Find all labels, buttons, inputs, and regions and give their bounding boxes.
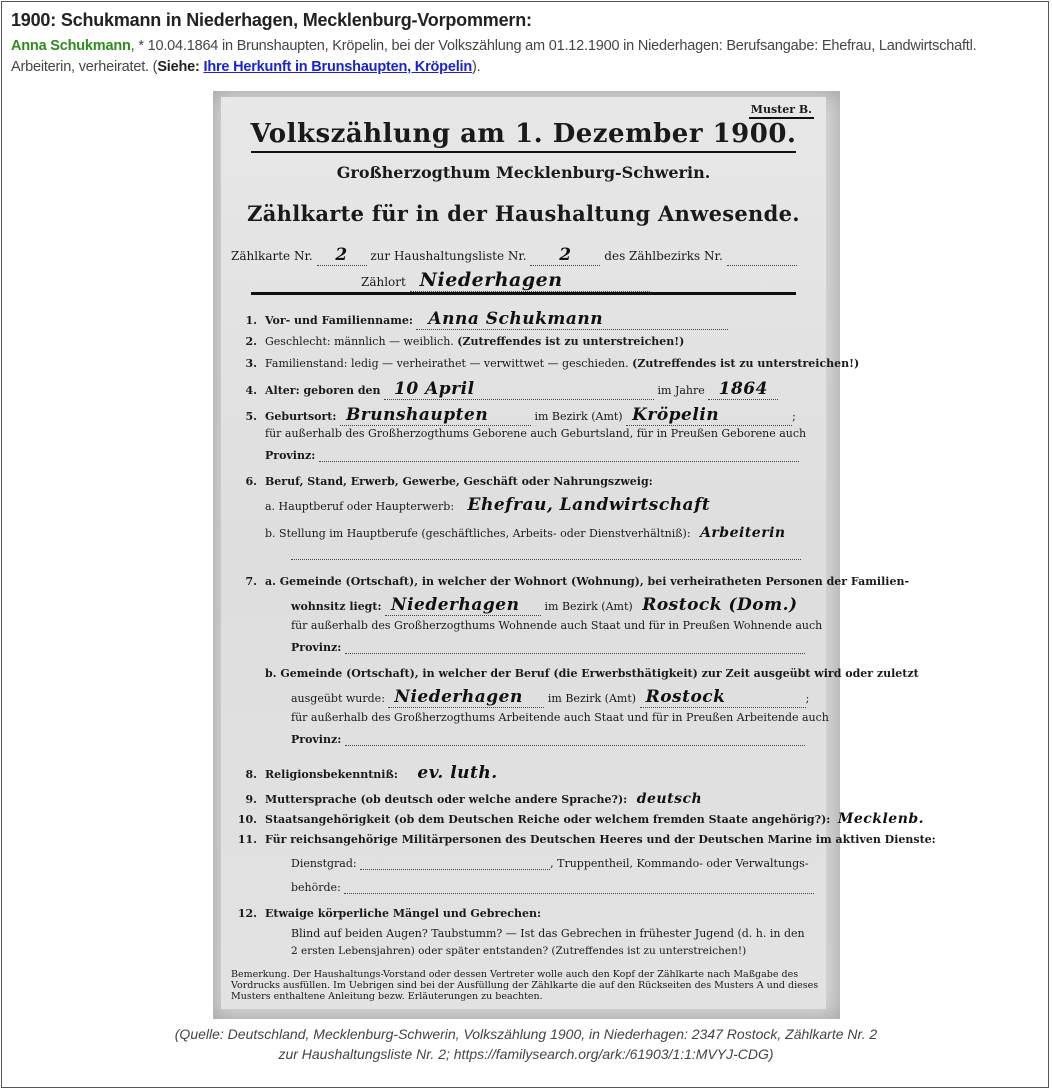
residence-amt-value: Rostock (Dom.) <box>642 595 798 615</box>
liste-value: 2 <box>530 245 600 266</box>
q11-behoerde: behörde: <box>291 881 814 894</box>
residence-value: Niederhagen <box>385 595 541 616</box>
q7a-line3: für außerhalb des Großherzogthums Wohnende auch Staat und für in Preußen Wohnende auch <box>291 619 823 632</box>
q7a-row2: wohnsitz liegt: Niederhagen im Bezirk (Amt) Rostock (Dom.) <box>291 595 812 616</box>
siehe-label: Siehe: <box>157 59 200 75</box>
q5-provinz: Provinz: <box>265 449 799 462</box>
bemerkung-note: Bemerkung. Der Haushaltungs-Vorstand oder dessen Vertreter wolle auch den Kopf der Zählkarte nach Maßgabe des Vordrucks ausfüllen. Im Uebrigen sind bei der Ausfüllung der Zählkarte die auf den Rückseiten des Musters A und dieses Musters enthaltene Anleitung bezw. Erläuterungen zu beachten. <box>231 969 819 1002</box>
religion-value: ev. luth. <box>417 763 498 783</box>
person-name: Anna Schukmann <box>11 38 131 54</box>
intro-paragraph <box>11 36 1041 78</box>
census-card <box>221 97 936 1009</box>
q4-row: 4. Alter: geboren den 10 April im Jahre 1864 <box>231 379 778 400</box>
language-value: deutsch <box>636 791 703 807</box>
q6-row: 6. Beruf, Stand, Erwerb, Gewerbe, Geschäft oder Nahrungszweig: <box>245 475 653 488</box>
q11-row: 11. Für reichsangehörige Militärpersonen des Deutschen Heeres und der Deutschen Marine im aktiven Dienste: <box>237 833 936 846</box>
birthplace-value: Brunshaupten <box>340 405 531 426</box>
q12-line3: 2 ersten Lebensjahren) oder später entstanden? (Zutreffendes ist zu unterstreichen!) <box>291 945 747 957</box>
birth-amt-value: Kröpelin <box>626 405 792 426</box>
divider <box>251 292 796 295</box>
intro-end: ). <box>472 59 481 75</box>
q5-line2: für außerhalb des Großherzogthums Geborene auch Geburtsland, für in Preußen Geborene auch <box>265 427 807 440</box>
q7b-line3: für außerhalb des Großherzogthums Arbeitende auch Staat und für in Preußen Arbeitende auch <box>291 711 829 724</box>
header-row: Zählkarte Nr. 2 zur Haushaltungsliste Nr. 2 des Zählbezirks Nr. <box>231 245 797 266</box>
card-heading: Volkszählung am 1. Dezember 1900. <box>221 119 826 149</box>
census-card-scan <box>213 91 936 1019</box>
q10-row: 10. Staatsangehörigkeit (ob dem Deutschen Reiche oder welchem fremden Staate angehörig?): Mecklenb. <box>231 811 938 827</box>
q9-row: 9. Muttersprache (ob deutsch oder welche andere Sprache?): deutsch <box>231 791 777 807</box>
work-amt-value: Rostock <box>640 687 806 708</box>
q3-row: 3. Familienstand: ledig — verheirathet — verwittwet — geschieden. (Zutreffendes ist zu unterstreichen!) <box>245 357 860 370</box>
q6-dots <box>291 547 801 560</box>
page-title: 1900: Schukmann in Niederhagen, Mecklenburg-Vorpommern: <box>11 10 532 30</box>
q7a-row: 7. a. Gemeinde (Ortschaft), in welcher der Wohnort (Wohnung), bei verheiratheten Personen der Familien- <box>245 575 910 588</box>
q12-line2: Blind auf beiden Augen? Taubstumm? — Ist das Gebrechen in frühester Jugend (d. h. in den <box>291 927 805 940</box>
occupation-value: Ehefrau, Landwirtschaft <box>467 495 711 515</box>
q7b-provinz: Provinz: <box>291 733 805 746</box>
q11-dienstgrad: Dienstgrad: , Truppentheil, Kommando- oder Verwaltungs- <box>291 857 809 870</box>
q7b-row2: ausgeübt wurde: Niederhagen im Bezirk (Amt) Rostock ; <box>291 687 810 707</box>
q8-row: 8. Religionsbekenntniß: ev. luth. <box>231 763 617 783</box>
intro-text: , * 10.04.1864 in Brunshaupten, Kröpelin, bei der Volkszählung am 01.12.1900 in Niederhagen: Berufsangabe: Ehefrau, Landwirtschaftl. Arbeiterin, verheiratet. ( <box>11 38 977 75</box>
q2-row: 2. Geschlecht: männlich — weiblich. (Zutreffendes ist zu unterstreichen!) <box>245 335 685 348</box>
q6b-row: b. Stellung im Hauptberufe (geschäftliches, Arbeits- oder Dienstverhältniß): Arbeiterin <box>265 525 830 541</box>
q6a-row: a. Hauptberuf oder Haupterwerb: Ehefrau, Landwirtschaft <box>265 495 808 515</box>
zaehlkarte-value: 2 <box>317 245 367 266</box>
birth-date-value: 10 April <box>384 379 654 400</box>
q7b-row: b. Gemeinde (Ortschaft), in welcher der Beruf (die Erwerbsthätigkeit) zur Zeit ausgeübt wird oder zuletzt <box>265 667 919 680</box>
citizenship-value: Mecklenb. <box>837 811 925 827</box>
zaehlort-value: Niederhagen <box>410 269 650 292</box>
birth-year-value: 1864 <box>708 379 778 400</box>
q12-row: 12. Etwaige körperliche Mängel und Gebrechen: <box>237 907 542 920</box>
zaehlort-row: Zählort Niederhagen <box>361 269 650 292</box>
work-place-value: Niederhagen <box>388 687 544 708</box>
origin-link[interactable]: Ihre Herkunft in Brunshaupten, Kröpelin <box>203 59 473 75</box>
q5-row: 5. Geburtsort: Brunshaupten im Bezirk (Amt) Kröpelin ; <box>245 405 796 425</box>
card-subheading: Großherzogthum Mecklenburg-Schwerin. <box>336 163 711 182</box>
q7a-provinz: Provinz: <box>291 641 805 654</box>
name-value: Anna Schukmann <box>416 309 728 330</box>
card-title: Zählkarte für in der Haushaltung Anwesende. <box>247 201 800 226</box>
position-value: Arbeiterin <box>700 525 786 541</box>
muster-label: Muster B. <box>749 103 814 119</box>
q1-row: 1. Vor- und Familienname: Anna Schukmann <box>231 309 728 330</box>
source-caption: (Quelle: Deutschland, Mecklenburg-Schwerin, Volkszählung 1900, in Niederhagen: 2347 Rostock, Zählkarte Nr. 2 zur Haushaltungsliste Nr. 2; https://familysearch.org/ark:/61903/1:1:MVYJ-CDG) <box>174 1026 878 1062</box>
